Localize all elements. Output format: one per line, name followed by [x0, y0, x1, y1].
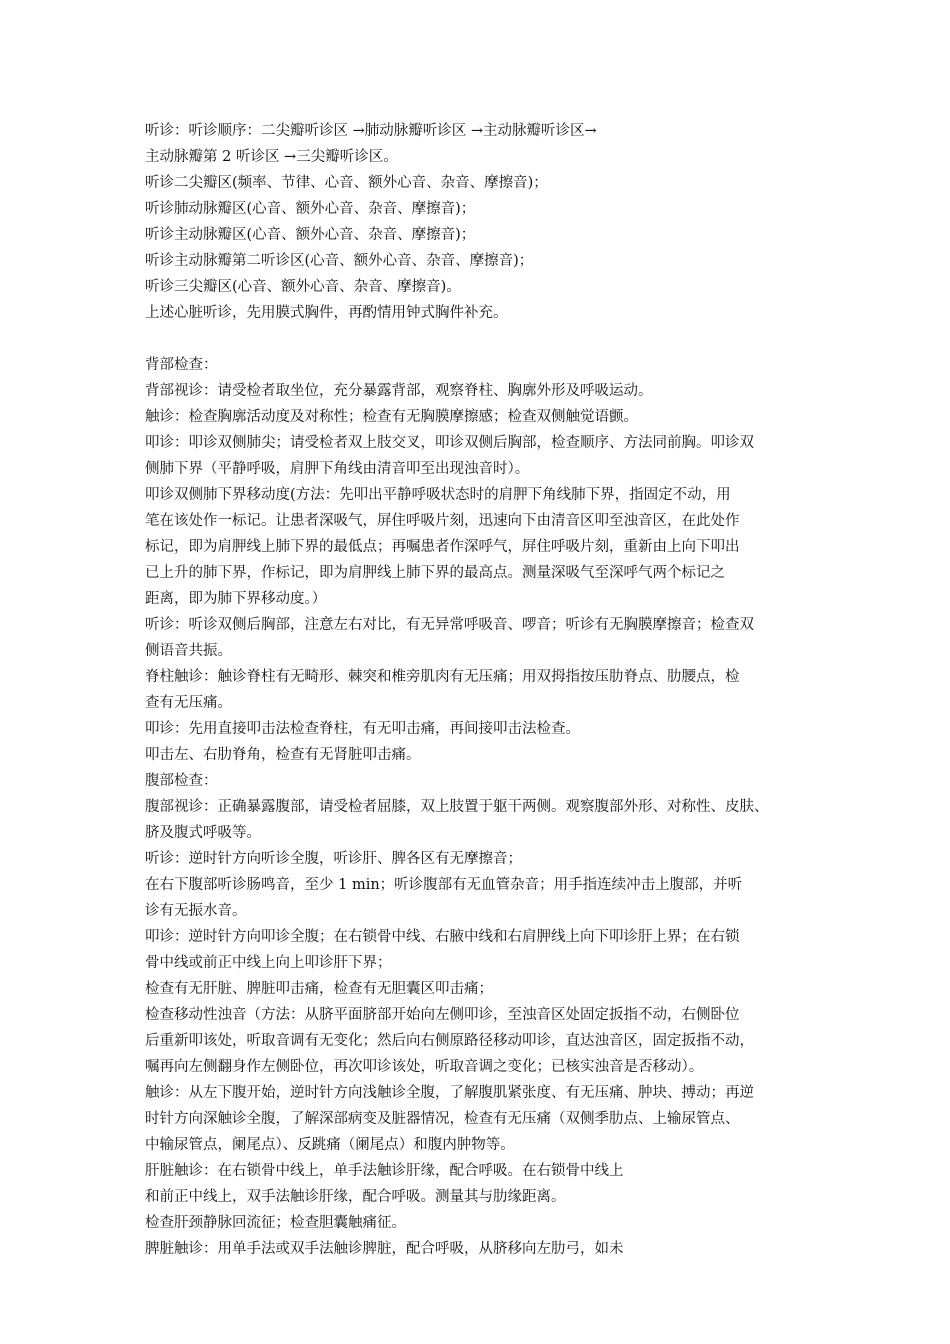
paragraph	[145, 1080, 825, 1158]
text-line: 肝脏触诊：在右锁骨中线上，单手法触诊肝缘，配合呼吸。在右锁骨中线上	[145, 1163, 624, 1179]
paragraph	[145, 976, 825, 1002]
text-line: 标记，即为肩胛线上肺下界的最低点；再嘱患者作深呼气，屏住呼吸片刻，重新由上向下叩出	[145, 539, 740, 555]
text-line: 侧语音共振。	[145, 643, 232, 659]
text-line: 听诊主动脉瓣第二听诊区(心音、额外心音、杂音、摩擦音)；	[145, 253, 534, 269]
paragraph	[145, 924, 825, 976]
text-line: 叩诊：先用直接叩击法检查脊柱，有无叩击痛，再间接叩击法检查。	[145, 721, 580, 737]
paragraph	[145, 222, 825, 248]
text-line: 听诊三尖瓣区(心音、额外心音、杂音、摩擦音)。	[145, 279, 461, 295]
paragraph	[145, 248, 825, 274]
paragraph	[145, 1210, 825, 1236]
paragraph	[145, 118, 825, 170]
text-line: 听诊：逆时针方向听诊全腹，听诊肝、脾各区有无摩擦音；	[145, 851, 522, 867]
paragraph	[145, 170, 825, 196]
paragraph	[145, 1236, 825, 1262]
text-line: 骨中线或前正中线上向上叩诊肝下界；	[145, 955, 392, 971]
paragraph	[145, 664, 825, 716]
paragraph	[145, 430, 825, 482]
paragraph	[145, 872, 825, 924]
text-line: 检查移动性浊音（方法：从脐平面脐部开始向左侧叩诊，至浊音区处固定扳指不动，右侧卧位	[145, 1007, 740, 1023]
text-line: 腹部视诊：正确暴露腹部，请受检者屈膝，双上肢置于躯干两侧。观察腹部外形、对称性、皮肤、	[145, 799, 769, 815]
text-line: 距离，即为肺下界移动度。）	[145, 591, 327, 607]
text-line: 叩诊：叩诊双侧肺尖；请受检者双上肢交叉，叩诊双侧后胸部，检查顺序、方法同前胸。叩诊双	[145, 435, 754, 451]
text-line: 听诊肺动脉瓣区(心音、额外心音、杂音、摩擦音)；	[145, 201, 476, 217]
text-line: 脐及腹式呼吸等。	[145, 825, 261, 841]
text-line: 听诊：听诊顺序：二尖瓣听诊区 →肺动脉瓣听诊区 →主动脉瓣听诊区→	[145, 123, 597, 139]
paragraph	[145, 1002, 825, 1080]
paragraph	[145, 352, 825, 378]
paragraph	[145, 846, 825, 872]
text-line: 听诊主动脉瓣区(心音、额外心音、杂音、摩擦音)；	[145, 227, 476, 243]
text-line: 侧肺下界（平静呼吸，肩胛下角线由清音叩至出现浊音时）。	[145, 461, 530, 477]
text-line: 腹部检查：	[145, 773, 218, 789]
paragraph	[145, 482, 825, 612]
text-line: 检查肝颈静脉回流征；检查胆囊触痛征。	[145, 1215, 406, 1231]
text-line: 时针方向深触诊全腹，了解深部病变及脏器情况，检查有无压痛（双侧季肋点、上输尿管点、	[145, 1111, 740, 1127]
text-line: 上述心脏听诊，先用膜式胸件，再酌情用钟式胸件补充。	[145, 305, 508, 321]
text-line: 叩击左、右肋脊角，检查有无肾脏叩击痛。	[145, 747, 421, 763]
paragraph	[145, 404, 825, 430]
text-line: 听诊：听诊双侧后胸部，注意左右对比，有无异常呼吸音、啰音；听诊有无胸膜摩擦音；检查双	[145, 617, 754, 633]
text-line: 脾脏触诊：用单手法或双手法触诊脾脏，配合呼吸，从脐移向左肋弓，如未	[145, 1241, 624, 1257]
text-line: 中输尿管点，阑尾点）、反跳痛（阑尾点）和腹内肿物等。	[145, 1137, 515, 1153]
text-line: 查有无压痛。	[145, 695, 232, 711]
text-line: 听诊二尖瓣区(频率、节律、心音、额外心音、杂音、摩擦音)；	[145, 175, 548, 191]
text-line: 触诊：检查胸廓活动度及对称性；检查有无胸膜摩擦感；检查双侧触觉语颤。	[145, 409, 638, 425]
text-line: 嘱再向左侧翻身作左侧卧位，再次叩诊该处，听取音调之变化；已核实浊音是否移动）。	[145, 1059, 704, 1075]
paragraph	[145, 1158, 825, 1210]
paragraph	[145, 196, 825, 222]
text-line: 主动脉瓣第 2 听诊区 →三尖瓣听诊区。	[145, 149, 398, 165]
paragraph	[145, 300, 825, 326]
paragraph	[145, 794, 825, 846]
text-line: 已上升的肺下界，作标记，即为肩胛线上肺下界的最高点。测量深吸气至深呼气两个标记之	[145, 565, 725, 581]
text-line: 背部视诊：请受检者取坐位，充分暴露背部，观察脊柱、胸廓外形及呼吸运动。	[145, 383, 653, 399]
text-line: 和前正中线上，双手法触诊肝缘，配合呼吸。测量其与肋缘距离。	[145, 1189, 566, 1205]
text-line: 叩诊：逆时针方向叩诊全腹；在右锁骨中线、右腋中线和右肩胛线上向下叩诊肝上界；在右锁	[145, 929, 740, 945]
text-line: 笔在该处作一标记。让患者深吸气，屏住呼吸片刻，迅速向下由清音区叩至浊音区，在此处作	[145, 513, 740, 529]
document-body	[145, 118, 825, 1262]
paragraph	[145, 768, 825, 794]
text-line: 触诊：从左下腹开始，逆时针方向浅触诊全腹，了解腹肌紧张度、有无压痛、肿块、搏动；再逆	[145, 1085, 754, 1101]
paragraph	[145, 742, 825, 768]
text-line: 背部检查：	[145, 357, 218, 373]
text-line: 叩诊双侧肺下界移动度(方法：先叩出平静呼吸状态时的肩胛下角线肺下界，指固定不动，用	[145, 487, 731, 503]
paragraph	[145, 716, 825, 742]
blank-line	[145, 326, 825, 352]
text-line: 检查有无肝脏、脾脏叩击痛，检查有无胆囊区叩击痛；	[145, 981, 493, 997]
paragraph	[145, 612, 825, 664]
text-line: 诊有无振水音。	[145, 903, 247, 919]
text-line: 在右下腹部听诊肠鸣音，至少 1 min；听诊腹部有无血管杂音；用手指连续冲击上腹部，并听	[145, 877, 743, 893]
paragraph	[145, 378, 825, 404]
text-line: 后重新叩该处，听取音调有无变化；然后向右侧原路径移动叩诊，直达浊音区，固定扳指不动，	[145, 1033, 754, 1049]
paragraph	[145, 274, 825, 300]
text-line: 脊柱触诊：触诊脊柱有无畸形、棘突和椎旁肌肉有无压痛；用双拇指按压肋脊点、肋腰点，检	[145, 669, 740, 685]
